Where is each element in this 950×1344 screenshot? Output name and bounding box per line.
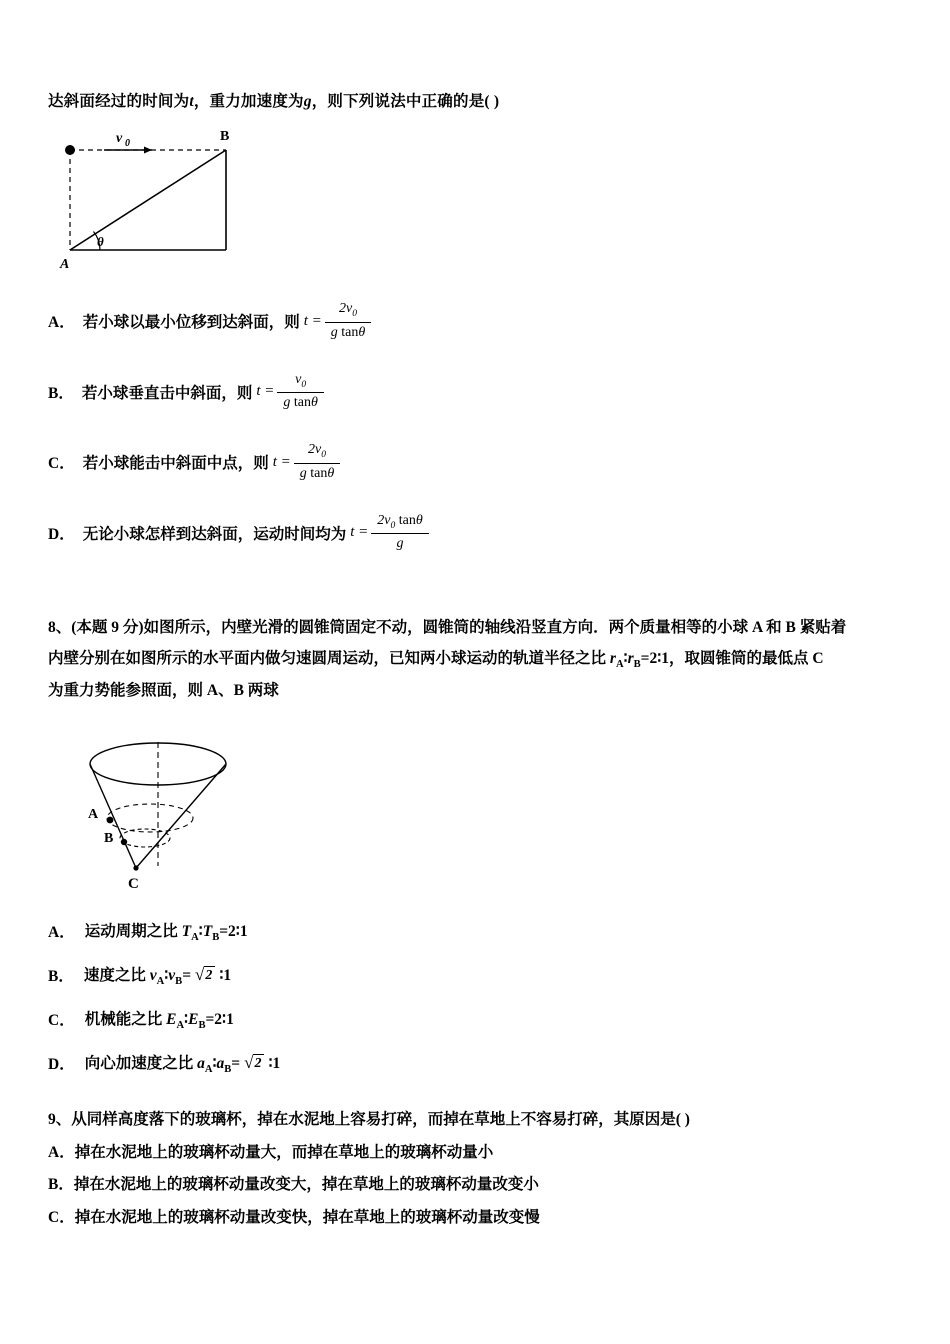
- svg-text:θ: θ: [97, 234, 104, 250]
- svg-text:B: B: [220, 129, 230, 145]
- q8-option-a-text: 运动周期之比 $T_A∶T_B=2∶1$: [84, 923, 248, 944]
- q7-formula-d-lhs: t =: [350, 524, 369, 541]
- q9-stem-text: 9、从同样高度落下的玻璃杯，掉在水泥地上容易打碎，而掉在草地上不容易打碎，其原因是( ): [48, 1111, 690, 1129]
- q7-formula-d-num: $2v_0$ tanθ: [371, 512, 428, 535]
- q7-formula-b-lhs: t =: [256, 383, 275, 400]
- q8-option-d-radical: √ 2: [244, 1054, 264, 1072]
- q8-option-c-label: C．: [48, 1012, 75, 1030]
- q8-option-a-label: A．: [48, 924, 75, 942]
- q7-option-a-label: A．: [48, 314, 75, 332]
- q7-option-a-formula: [304, 300, 375, 343]
- q8-option-d: [48, 1046, 908, 1080]
- q7-option-a: [48, 300, 908, 343]
- q9-option-a-label: A．: [48, 1143, 75, 1161]
- q7-option-d: [48, 512, 908, 555]
- q9-option-c: [48, 1202, 908, 1235]
- q7-option-d-formula: [350, 512, 432, 555]
- q9-stem: [48, 1104, 908, 1137]
- q7-formula-a-num: $2v_0$: [325, 300, 372, 323]
- q7-formula-b-den: g tanθ: [283, 395, 318, 411]
- q7-var-t: t: [189, 93, 194, 110]
- q8-option-b-text: 速度之比 $v_A∶v_B=$: [83, 967, 192, 988]
- q7-option-b-label: B．: [48, 384, 74, 402]
- q7-option-b: [48, 371, 908, 414]
- q7-stem-suffix: ，则下列说法中正确的是( ): [311, 93, 500, 110]
- svg-text:B: B: [104, 831, 114, 847]
- svg-text:C: C: [128, 876, 139, 893]
- q9-option-b-label: B．: [48, 1176, 74, 1194]
- q7-figure: [48, 122, 908, 272]
- q8-stem: [48, 612, 908, 706]
- q9-option-a: [48, 1137, 908, 1170]
- q7-option-d-text: 无论小球怎样到达斜面，运动时间均为: [82, 525, 347, 543]
- q8-options: [48, 914, 908, 1080]
- q7-stem-prefix: 达斜面经过的时间为: [48, 93, 190, 110]
- q8-option-d-radicand: 2: [253, 1054, 264, 1072]
- q7-option-b-text: 若小球垂直击中斜面，则: [81, 384, 253, 402]
- q7-stem-mid: ，重力加速度为: [193, 93, 304, 110]
- q8-stem-line-3: 为重力势能参照面，则 A、B 两球: [48, 682, 279, 700]
- q7-formula-c-den: g tanθ: [299, 465, 335, 481]
- q7-option-c-text: 若小球能击中斜面中点，则: [82, 455, 269, 473]
- svg-text:0: 0: [125, 138, 130, 150]
- q8-option-d-text: 向心加速度之比 $a_A∶a_B=$: [84, 1055, 241, 1076]
- q9-option-c-label: C．: [48, 1208, 75, 1226]
- q7-formula-d-den: g: [396, 536, 404, 552]
- q7-option-d-label: D．: [48, 525, 75, 543]
- q7-option-c: [48, 441, 908, 484]
- q9-option-b-text: 掉在水泥地上的玻璃杯动量改变大，掉在草地上的玻璃杯动量改变小: [73, 1176, 539, 1194]
- q8-option-c: [48, 1002, 908, 1036]
- q8-figure: [48, 716, 908, 896]
- q8-option-c-text: 机械能之比 $E_A∶E_B=2∶1$: [84, 1011, 234, 1032]
- q8-option-d-tail: ∶1: [268, 1054, 281, 1072]
- q9-option-b: [48, 1169, 908, 1202]
- q7-formula-a-lhs: t =: [303, 312, 322, 329]
- svg-text:v: v: [116, 131, 123, 147]
- q7-formula-a-den: g tanθ: [330, 324, 366, 340]
- q7-var-g: g: [303, 93, 312, 110]
- q7-option-a-text: 若小球以最小位移到达斜面，则: [82, 314, 300, 332]
- q7-stem: [48, 90, 908, 114]
- q7-option-c-formula: [273, 441, 344, 484]
- svg-text:A: A: [60, 257, 70, 273]
- inclined-plane-projectile-figure: [48, 122, 308, 272]
- q7-formula-c-num: $2v_0$: [294, 441, 341, 464]
- cone-funnel-figure: [48, 716, 278, 896]
- q8-option-b-radicand: 2: [204, 966, 215, 984]
- q9-option-c-text: 掉在水泥地上的玻璃杯动量改变快，掉在草地上的玻璃杯动量改变慢: [74, 1208, 540, 1226]
- q8-option-b-tail: ∶1: [219, 966, 232, 984]
- q7-formula-c-lhs: t =: [272, 453, 291, 470]
- q7-option-c-label: C．: [48, 455, 75, 473]
- q8-option-a: [48, 914, 908, 948]
- q8-option-b: [48, 958, 908, 992]
- document-content: [48, 90, 908, 1235]
- q8-option-b-radical: √ 2: [195, 966, 215, 984]
- q9-option-a-text: 掉在水泥地上的玻璃杯动量大，而掉在草地上的玻璃杯动量小: [74, 1143, 494, 1161]
- q7-formula-b-num: $v_0$: [277, 371, 324, 394]
- svg-text:A: A: [88, 807, 99, 823]
- q8-stem-line-1: 8、(本题 9 分)如图所示，内壁光滑的圆锥筒固定不动，圆锥筒的轴线沿竖直方向．两个质量相等的小球 A 和 B 紧贴着: [48, 619, 847, 637]
- q8-option-b-label: B．: [48, 968, 74, 986]
- q8-option-d-label: D．: [48, 1056, 75, 1074]
- q8-stem-line-2: 内壁分别在如图所示的水平面内做匀速圆周运动，已知两小球运动的轨道半径之比 $r_A∶r_B=2∶1$，取圆锥筒的最低点 C: [48, 650, 824, 671]
- q7-option-b-formula: [256, 371, 327, 414]
